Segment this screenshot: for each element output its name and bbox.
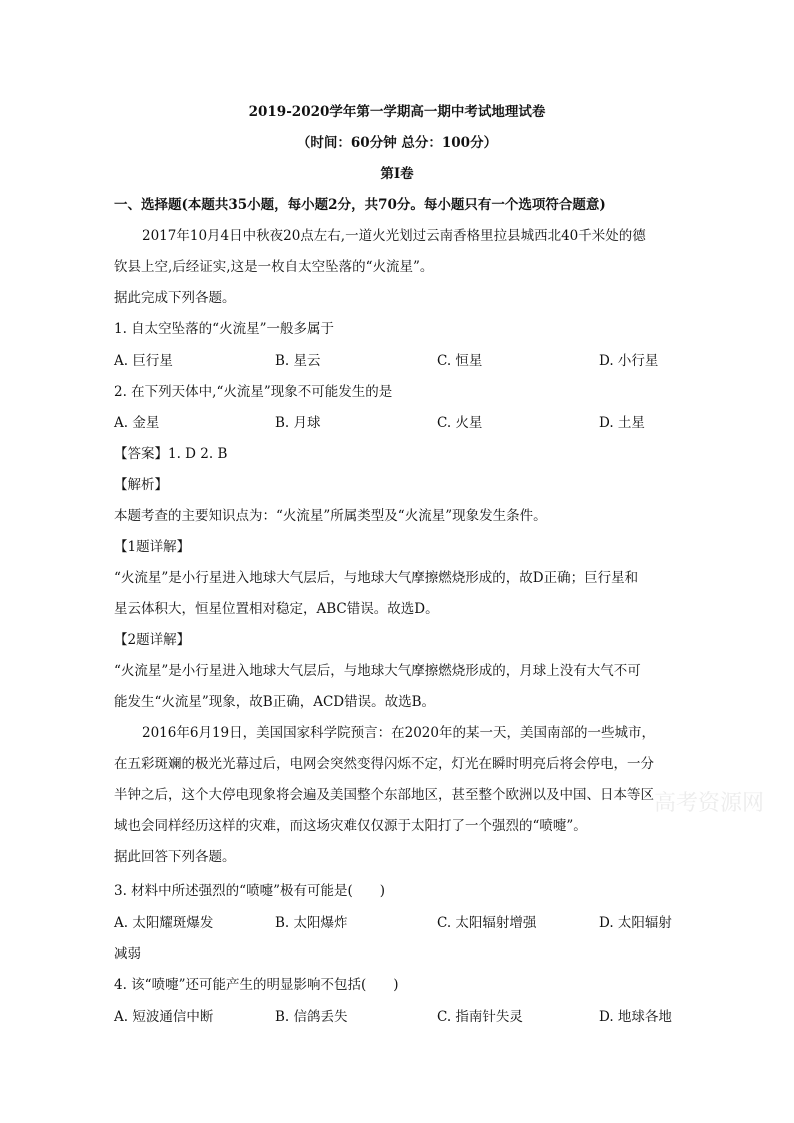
watermark: 高考资源网	[654, 791, 765, 816]
q1-option-c: C. 恒星	[437, 353, 483, 369]
q4-option-a: A. 短波通信中断	[114, 1009, 214, 1025]
q3-stem: 3. 材料中所述强烈的“喷嚏”极有可能是( )	[114, 883, 386, 899]
passage2-line2: 在五彩斑斓的极光光幕过后，电网会突然变得闪烁不定，灯光在瞬时明亮后将会停电，一分	[114, 756, 654, 772]
q3-option-b: B. 太阳爆炸	[275, 915, 348, 931]
q1-option-d: D. 小行星	[599, 353, 659, 369]
q2-option-a: A. 金星	[114, 415, 160, 431]
q1-option-a: A. 巨行星	[114, 353, 173, 369]
q3-option-d-continuation: 减弱	[114, 946, 141, 962]
exam-title: 2019-2020学年第一学期高一期中考试地理试卷	[248, 104, 546, 120]
detail1-label: 【1题详解】	[114, 539, 191, 555]
q3-option-c: C. 太阳辐射增强	[437, 915, 537, 931]
q3-option-d: D. 太阳辐射	[599, 915, 672, 931]
q4-stem: 4. 该“喷嚏”还可能产生的明显影响不包括( )	[114, 977, 399, 993]
passage1-prompt: 据此完成下列各题。	[114, 290, 236, 306]
q2-option-b: B. 月球	[275, 415, 321, 431]
passage2-line4: 域也会同样经历这样的灾难，而这场灾难仅仅源于太阳打了一个强烈的“喷嚏”。	[114, 818, 587, 834]
q4-option-b: B. 信鸽丢失	[275, 1009, 348, 1025]
passage1-line2: 钦县上空,后经证实,这是一枚自太空坠落的“火流星”。	[114, 259, 434, 275]
q2-option-d: D. 土星	[599, 415, 645, 431]
q4-option-d: D. 地球各地	[599, 1009, 672, 1025]
passage1-line1: 2017年10月4日中秋夜20点左右,一道火光划过云南香格里拉县城西北40千米处的德	[142, 228, 646, 244]
q2-stem: 2. 在下列天体中,“火流星”现象不可能发生的是	[114, 384, 393, 400]
detail1-line2: 星云体积大，恒星位置相对稳定，ABC错误。故选D。	[114, 601, 439, 617]
q2-option-c: C. 火星	[437, 415, 483, 431]
answer-line-1: 【答案】1. D 2. B	[114, 446, 228, 462]
passage2-prompt: 据此回答下列各题。	[114, 849, 236, 865]
analysis-text: 本题考查的主要知识点为：“火流星”所属类型及“火流星”现象发生条件。	[114, 508, 547, 524]
detail2-label: 【2题详解】	[114, 632, 191, 648]
passage2-line1: 2016年6月19日，美国国家科学院预言：在2020年的某一天，美国南部的一些城市，	[142, 725, 655, 741]
detail1-line1: “火流星”是小行星进入地球大气层后，与地球大气摩擦燃烧形成的，故D正确；巨行星和	[114, 570, 639, 586]
q4-option-c: C. 指南针失灵	[437, 1009, 523, 1025]
detail2-line2: 能发生“火流星”现象，故B正确，ACD错误。故选B。	[114, 694, 436, 710]
detail2-line1: “火流星”是小行星进入地球大气层后，与地球大气摩擦燃烧形成的，月球上没有大气不可	[114, 663, 641, 679]
q1-option-b: B. 星云	[275, 353, 321, 369]
exam-time-info: （时间：60分钟 总分：100分）	[296, 135, 498, 151]
q1-stem: 1. 自太空坠落的“火流星”一般多属于	[114, 321, 334, 337]
analysis-label: 【解析】	[114, 477, 168, 493]
passage2-line3: 半钟之后，这个大停电现象将会遍及美国整个东部地区，甚至整个欧洲以及中国、日本等区	[114, 787, 654, 803]
volume-heading: 第Ⅰ卷	[380, 166, 414, 182]
section-heading: 一、选择题(本题共35小题，每小题2分，共70分。每小题只有一个选项符合题意)	[114, 197, 606, 213]
q3-option-a: A. 太阳耀斑爆发	[114, 915, 214, 931]
